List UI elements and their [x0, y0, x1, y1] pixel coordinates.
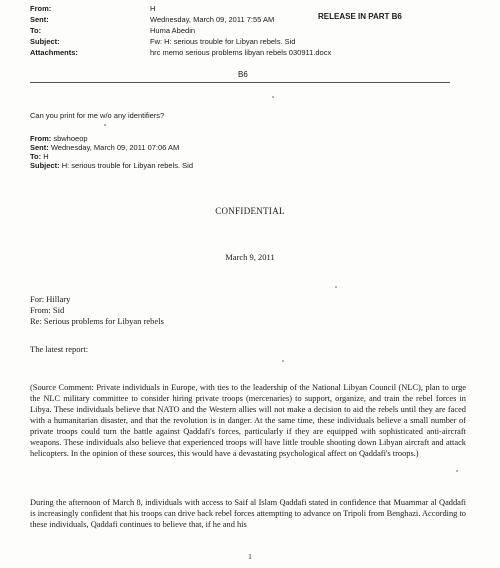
redaction-b6-label: B6: [238, 70, 248, 79]
forwarded-sent-value: Wednesday, March 09, 2011 07:06 AM: [50, 143, 180, 152]
scan-speck: [335, 286, 337, 288]
sent-value: Wednesday, March 09, 2011 7:55 AM: [150, 15, 275, 24]
forwarded-from-value: sbwhoeop: [53, 134, 88, 143]
memo-paragraph-2: During the afternoon of March 8, individuals with access to Saif al Islam Qaddafi stated in confidence that Muammar al Qaddafi is increasingly confident that his troops can drive back rebel forces attempting to advance on Tripoli from Benghazi. According to these individuals, Qaddafi continues to believe that, if he and his: [30, 498, 466, 529]
forwarded-to-label: To:: [30, 152, 42, 161]
scan-speck: [456, 470, 458, 472]
forwarded-subject-row: [30, 161, 193, 170]
subject-label: Subject:: [30, 37, 60, 46]
from-value: H: [150, 4, 156, 13]
forwarded-sent-label: Sent:: [30, 143, 49, 152]
forwarded-to-value: H: [43, 152, 49, 161]
forwarded-from-row: [30, 134, 88, 143]
subject-value: Fw: H: serious trouble for Libyan rebels. Sid: [150, 37, 296, 46]
memo-re-line: Re: Serious problems for Libyan rebels: [30, 316, 164, 326]
header-divider: [30, 82, 450, 83]
forwarded-from-label: From:: [30, 134, 52, 143]
memo-date: March 9, 2011: [225, 252, 275, 262]
to-value: Huma Abedin: [150, 26, 196, 35]
attachments-label: Attachments:: [30, 48, 78, 57]
forwarded-sent-row: [30, 143, 179, 152]
to-label: To:: [30, 26, 42, 35]
release-stamp: RELEASE IN PART B6: [318, 12, 402, 21]
memo-paragraph-1: (Source Comment: Private individuals in Europe, with ties to the leadership of the National Libyan Council (NLC), plan to urge the NLC military committee to consider hiring private troops (mercenaries) to support, organize, and train the rebel forces in Libya. These individuals believe that NATO and the Western allies will not make a decision to aid the rebels until they are faced with a humanitarian disaster, and that the revolution is in danger. At the same time, these individuals believe a small number of private troops could turn the battle against Qaddafi's forces, particularly if they are equipped with sophisticated anti-aircraft weapons. These individuals also believe that experienced troops will have little trouble shooting down Libyan aircraft and attack helicopters. In the opinion of these sources, this would have a devastating psychological affect on Qaddafi's troops.): [30, 383, 466, 458]
classification-heading: CONFIDENTIAL: [215, 206, 285, 216]
attachments-value: hrc memo serious problems libyan rebels 030911.docx: [150, 48, 332, 57]
forwarded-subject-value: H: serious trouble for Libyan rebels. Sid: [61, 161, 194, 170]
scan-speck: [282, 360, 284, 362]
memo-intro: The latest report:: [30, 344, 89, 354]
scan-speck: [104, 124, 106, 126]
forwarded-to-row: [30, 152, 49, 161]
scan-speck: [272, 96, 274, 98]
sent-label: Sent:: [30, 15, 49, 24]
page-number: 1: [248, 552, 252, 561]
forwarded-subject-label: Subject:: [30, 161, 60, 170]
request-line: Can you print for me w/o any identifiers?: [30, 111, 165, 120]
memo-from-line: From: Sid: [30, 305, 65, 315]
memo-for-line: For: Hillary: [30, 294, 71, 304]
from-label: From:: [30, 4, 52, 13]
